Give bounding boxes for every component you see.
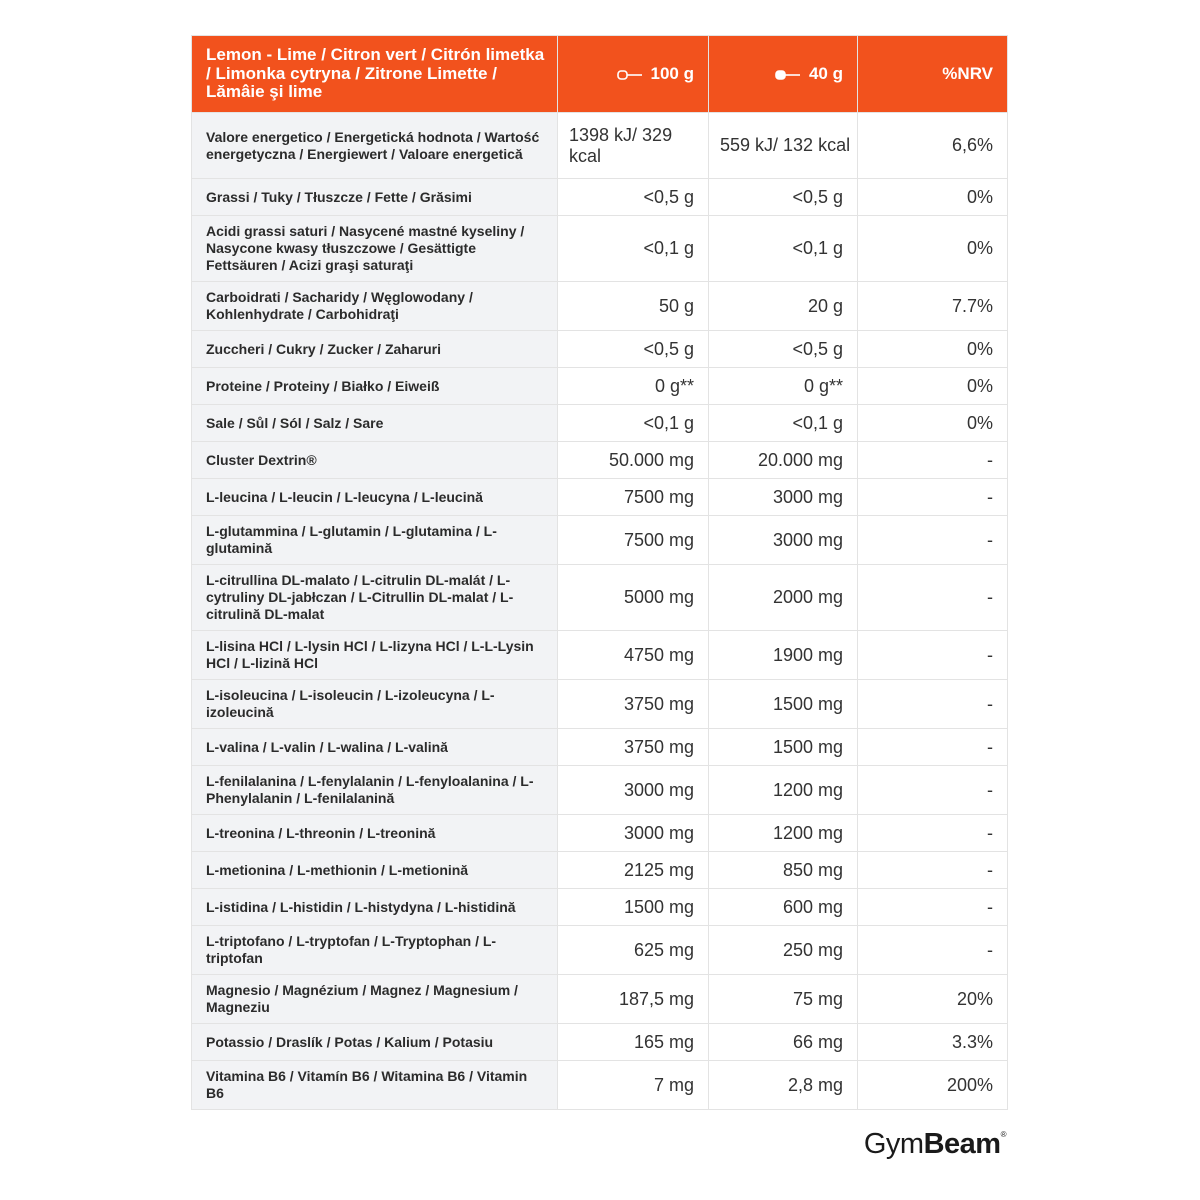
value-40g: 66 mg [709,1024,858,1061]
value-40g: <0,5 g [709,179,858,216]
value-nrv: 200% [858,1061,1008,1110]
value-100g: 2125 mg [558,852,709,889]
table-row [192,766,1008,815]
value-40g: 0 g** [709,368,858,405]
table-row [192,442,1008,479]
value-nrv: 3.3% [858,1024,1008,1061]
table-row [192,479,1008,516]
nutrition-table [191,35,1008,1110]
nutrient-name: Potassio / Draslík / Potas / Kalium / Potasiu [192,1024,558,1061]
nutrient-name: Proteine / Proteiny / Białko / Eiweiß [192,368,558,405]
value-100g: <0,1 g [558,216,709,282]
value-nrv: - [858,442,1008,479]
table-row [192,889,1008,926]
value-nrv: - [858,516,1008,565]
value-40g: 559 kJ/ 132 kcal [709,113,858,179]
value-40g: 3000 mg [709,516,858,565]
value-100g: 50.000 mg [558,442,709,479]
value-nrv: 7.7% [858,282,1008,331]
value-40g: 1900 mg [709,631,858,680]
header-row [192,36,1008,113]
value-40g: <0,1 g [709,216,858,282]
nutrient-name: L-glutammina / L-glutamin / L-glutamina / L-glutamină [192,516,558,565]
table-body [192,113,1008,1110]
table-row [192,852,1008,889]
value-nrv: - [858,852,1008,889]
value-nrv: 0% [858,216,1008,282]
column-40g [709,36,858,113]
value-40g: 600 mg [709,889,858,926]
table-row [192,516,1008,565]
value-40g: <0,1 g [709,405,858,442]
column-nrv: %NRV [858,36,1008,113]
value-100g: 625 mg [558,926,709,975]
logo-text-bold: Beam [923,1128,1001,1160]
value-40g: 1500 mg [709,680,858,729]
table-row [192,680,1008,729]
value-40g: 1500 mg [709,729,858,766]
nutrient-name: Magnesio / Magnézium / Magnez / Magnesium / Magneziu [192,975,558,1024]
nutrient-name: L-citrullina DL-malato / L-citrulin DL-malát / L-cytruliny DL-jabłczan / L-Citrullin DL-malat / L-citrulină DL-malat [192,565,558,631]
value-100g: 187,5 mg [558,975,709,1024]
flavor-title: Lemon - Lime / Citron vert / Citrón limetka / Limonka cytryna / Zitrone Limette / Lămâie şi lime [192,36,558,113]
nutrient-name: Grassi / Tuky / Tłuszcze / Fette / Grăsimi [192,179,558,216]
value-nrv: 0% [858,179,1008,216]
table-row [192,815,1008,852]
value-nrv: - [858,889,1008,926]
value-100g: 1398 kJ/ 329 kcal [558,113,709,179]
nutrient-name: L-treonina / L-threonin / L-treonină [192,815,558,852]
value-nrv: - [858,926,1008,975]
table-row [192,1024,1008,1061]
table-row [192,331,1008,368]
logo-registered-mark: ® [1000,1130,1006,1139]
value-40g: 2,8 mg [709,1061,858,1110]
table-row [192,216,1008,282]
value-100g: 165 mg [558,1024,709,1061]
value-nrv: 0% [858,405,1008,442]
scoop-icon [775,69,801,81]
value-nrv: 0% [858,331,1008,368]
value-nrv: 20% [858,975,1008,1024]
nutrient-name: L-leucina / L-leucin / L-leucyna / L-leucină [192,479,558,516]
value-100g: 7500 mg [558,516,709,565]
value-100g: <0,1 g [558,405,709,442]
table-row [192,1061,1008,1110]
value-nrv: - [858,680,1008,729]
value-40g: 20 g [709,282,858,331]
column-100g-label: 100 g [650,64,694,83]
value-nrv: - [858,815,1008,852]
value-40g: 2000 mg [709,565,858,631]
nutrient-name: L-valina / L-valin / L-walina / L-valină [192,729,558,766]
value-nrv: 6,6% [858,113,1008,179]
table-row [192,631,1008,680]
value-100g: <0,5 g [558,331,709,368]
value-40g: 20.000 mg [709,442,858,479]
logo-text-light: Gym [863,1128,924,1160]
nutrient-name: Acidi grassi saturi / Nasycené mastné kyseliny / Nasycone kwasy tłuszczowe / Gesättigte Fettsäuren / Acizi graşi saturaţi [192,216,558,282]
value-100g: 3000 mg [558,815,709,852]
table-row [192,179,1008,216]
value-40g: <0,5 g [709,331,858,368]
value-100g: 3000 mg [558,766,709,815]
value-40g: 850 mg [709,852,858,889]
value-100g: 50 g [558,282,709,331]
table-row [192,405,1008,442]
value-nrv: - [858,565,1008,631]
value-100g: 4750 mg [558,631,709,680]
value-100g: 3750 mg [558,680,709,729]
nutrient-name: L-metionina / L-methionin / L-metionină [192,852,558,889]
value-100g: 7500 mg [558,479,709,516]
nutrient-name: L-istidina / L-histidin / L-histydyna / L-histidină [192,889,558,926]
nutrient-name: L-isoleucina / L-isoleucin / L-izoleucyna / L-izoleucină [192,680,558,729]
value-40g: 75 mg [709,975,858,1024]
table-row [192,113,1008,179]
value-40g: 1200 mg [709,766,858,815]
nutrient-name: Carboidrati / Sacharidy / Węglowodany / Kohlenhydrate / Carbohidraţi [192,282,558,331]
value-nrv: - [858,631,1008,680]
value-nrv: - [858,766,1008,815]
table-row [192,368,1008,405]
value-100g: 0 g** [558,368,709,405]
nutrient-name: Zuccheri / Cukry / Zucker / Zaharuri [192,331,558,368]
value-100g: 5000 mg [558,565,709,631]
nutrient-name: Cluster Dextrin® [192,442,558,479]
value-100g: 3750 mg [558,729,709,766]
table-header [192,36,1008,113]
value-40g: 3000 mg [709,479,858,516]
value-nrv: 0% [858,368,1008,405]
table-row [192,926,1008,975]
value-40g: 1200 mg [709,815,858,852]
scoop-icon [617,69,643,81]
table-row [192,565,1008,631]
nutrient-name: L-lisina HCl / L-lysin HCl / L-lizyna HCl / L-L-Lysin HCl / L-lizină HCl [192,631,558,680]
value-100g: 1500 mg [558,889,709,926]
nutrient-name: Valore energetico / Energetická hodnota / Wartość energetyczna / Energiewert / Valoare energetică [192,113,558,179]
value-40g: 250 mg [709,926,858,975]
value-nrv: - [858,479,1008,516]
value-100g: 7 mg [558,1061,709,1110]
nutrient-name: L-triptofano / L-tryptofan / L-Tryptophan / L-triptofan [192,926,558,975]
value-100g: <0,5 g [558,179,709,216]
column-100g [558,36,709,113]
value-nrv: - [858,729,1008,766]
table-row [192,282,1008,331]
nutrient-name: L-fenilalanina / L-fenylalanin / L-fenyloalanina / L-Phenylalanin / L-fenilalanină [192,766,558,815]
nutrient-name: Vitamina B6 / Vitamín B6 / Witamina B6 / Vitamin B6 [192,1061,558,1110]
table-row [192,975,1008,1024]
table-row [192,729,1008,766]
gymbeam-logo [864,1128,1006,1161]
nutrient-name: Sale / Sůl / Sól / Salz / Sare [192,405,558,442]
column-40g-label: 40 g [808,64,843,83]
